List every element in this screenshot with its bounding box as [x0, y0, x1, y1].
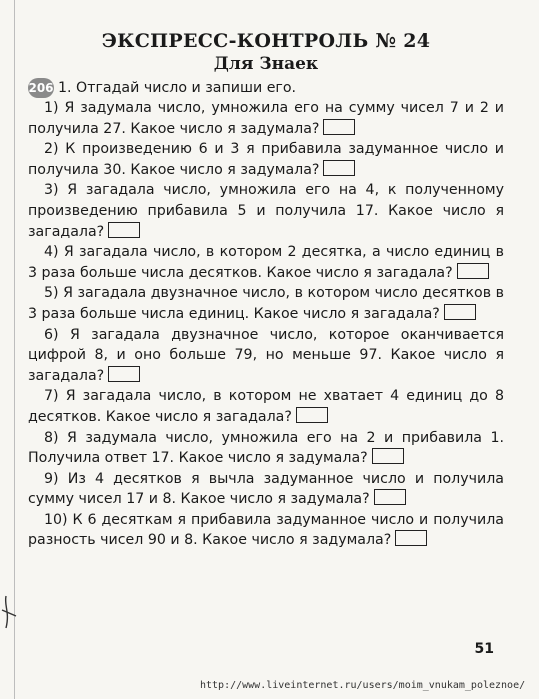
- source-url: http://www.liveinternet.ru/users/moim_vnukam_poleznoe/: [200, 680, 526, 691]
- riddle-item: [28, 428, 504, 469]
- worksheet-page: [28, 30, 504, 551]
- riddle-item: [28, 180, 504, 242]
- riddle-item: [28, 325, 504, 387]
- answer-box[interactable]: [296, 407, 328, 423]
- riddle-text: 1) Я задумала число, умножила его на сумму чисел 7 и 2 и получила 27. Какое число я задумала?: [28, 100, 504, 137]
- riddle-text: 7) Я загадала число, в котором не хватает 4 единиц до 8 десятков. Какое число я загадала?: [28, 388, 504, 425]
- pencil-mark-icon: [0, 592, 26, 632]
- answer-box[interactable]: [372, 448, 404, 464]
- riddle-item: [28, 386, 504, 427]
- riddle-text: 6) Я загадала двузначное число, которое оканчивается цифрой 8, и оно больше 79, но меньше 97. Какое число я загадала?: [28, 326, 504, 384]
- task-number-badge: 206: [28, 78, 54, 98]
- page-number: 51: [474, 641, 494, 657]
- riddle-item: [28, 283, 504, 324]
- riddle-item: [28, 242, 504, 283]
- answer-box[interactable]: [457, 263, 489, 279]
- riddle-item: [28, 469, 504, 510]
- answer-box[interactable]: [323, 119, 355, 135]
- answer-box[interactable]: [108, 366, 140, 382]
- answer-box[interactable]: [374, 489, 406, 505]
- riddle-list: [28, 98, 504, 551]
- answer-box[interactable]: [323, 160, 355, 176]
- riddle-text: 5) Я загадала двузначное число, в котором число десятков в 3 раза больше числа единиц. Какое число я загадала?: [28, 285, 504, 322]
- page-subtitle: Для Знаек: [213, 54, 319, 74]
- page-title: ЭКСПРЕСС-КОНТРОЛЬ № 24: [101, 30, 431, 52]
- riddle-text: 4) Я загадала число, в котором 2 десятка, а число единиц в 3 раза больше числа десятков. Какое число я загадала?: [28, 244, 504, 281]
- riddle-item: [28, 98, 504, 139]
- riddle-item: [28, 139, 504, 180]
- answer-box[interactable]: [444, 304, 476, 320]
- task-header: [28, 78, 504, 98]
- answer-box[interactable]: [395, 530, 427, 546]
- answer-box[interactable]: [108, 222, 140, 238]
- riddle-text: 10) К 6 десяткам я прибавила задуманное число и получила разность чисел 90 и 8. Какое число я задумала?: [28, 511, 504, 549]
- riddle-item: [28, 510, 504, 551]
- riddle-text: 3) Я загадала число, умножила его на 4, к полученному произведению прибавила 5 и получила 17. Какое число я загадала?: [28, 182, 504, 240]
- riddle-text: 2) К произведению 6 и 3 я прибавила задуманное число и получила 30. Какое число я задумала?: [28, 141, 504, 178]
- riddle-text: 9) Из 4 десятков я вычла задуманное число и получила сумму чисел 17 и 8. Какое число я задумала?: [28, 470, 504, 508]
- task-prompt: 1. Отгадай число и запиши его.: [58, 80, 297, 96]
- riddle-text: 8) Я задумала число, умножила его на 2 и прибавила 1. Получила ответ 17. Какое число я задумала?: [28, 429, 504, 467]
